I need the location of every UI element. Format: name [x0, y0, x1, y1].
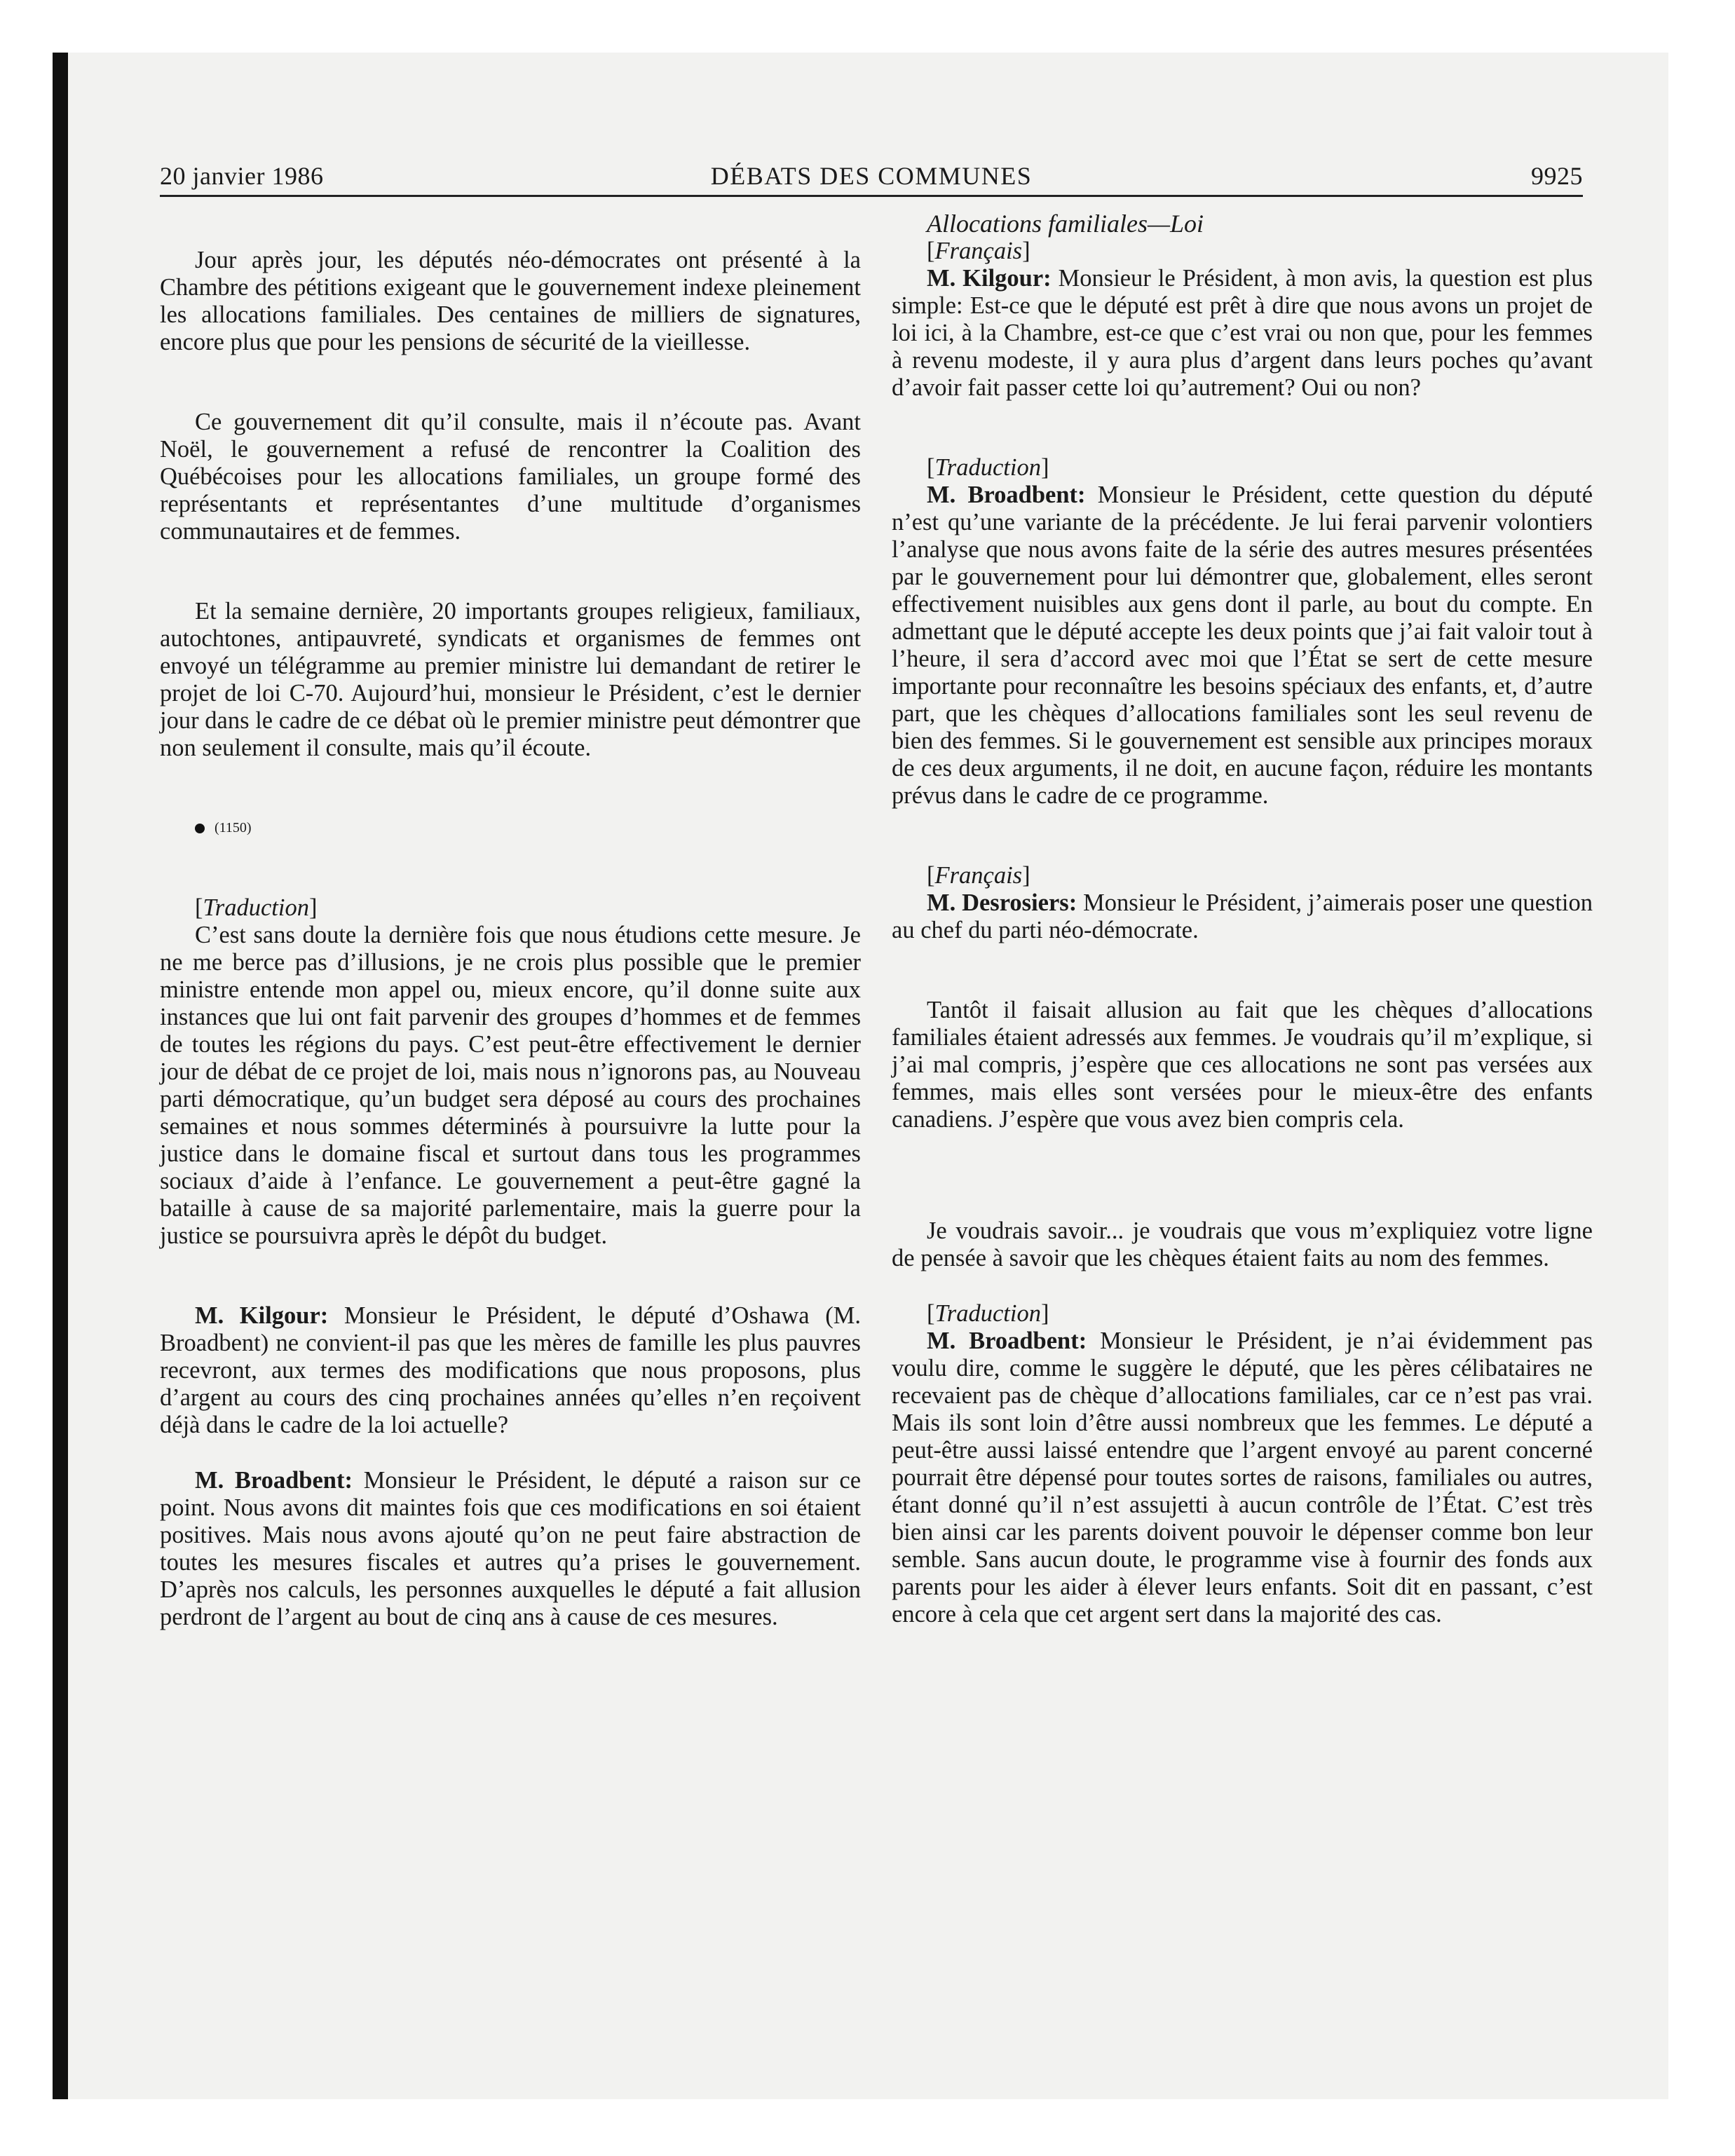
left-column — [160, 247, 861, 1631]
language-tag: [Traduction] — [927, 454, 1049, 481]
bullet-icon — [195, 824, 205, 833]
paragraph: C’est sans doute la dernière fois que nous étudions cette mesure. Je ne me berce pas d’illusions, je ne crois plus possible que le premier ministre entende mon appel ou, mieux encore, qu’il donne suite aux instances que lui ont fait parvenir des groupes d’hommes et de femmes de toutes les régions du pays. C’est peut-être effectivement le dernier jour de débat de ce projet de loi, mais nous n’ignorons pas, au Nouveau parti démocratique, qu’un budget sera déposé au cours des prochaines semaines et nous sommes déterminés à poursuivre la lutte pour la justice dans le domaine fiscal et surtout dans tous les programmes sociaux d’aide à l’enfance. Le gouvernement a peut-être gagné la bataille à cause de sa majorité parlementaire, mais la guerre pour la justice se poursuivra après le dépôt du budget. — [160, 922, 861, 1249]
language-tag: [Traduction] — [927, 1300, 1049, 1327]
speech-text: Monsieur le Président, cette question du député n’est qu’une variante de la précédente. Je lui ferai parvenir volontiers l’analyse que nous avons faite de la série des autres mesures présentées par le gouvernement pour lui démontrer que, globalement, elles seront effectivement nuisibles aux gens dont il parle, au bout du compte. En admettant que le député accepte les deux points que j’ai fait valoir tout à l’heure, il sera d’accord avec moi que l’État se sert de cette mesure importante pour reconnaître les besoins spéciaux des enfants, et, d’autre part, que les chèques d’allocations familiales sont les seul revenu de bien des femmes. Si le gouvernement est sensible aux principes moraux de ces deux arguments, il ne doit, en aucune façon, réduire les montants prévus dans le cadre de ce programme. — [892, 482, 1593, 809]
time-marker-text: (1150) — [215, 820, 252, 835]
time-marker — [160, 814, 861, 842]
running-head: Allocations familiales—Loi — [927, 210, 1204, 238]
language-tag-text: Français — [934, 238, 1023, 264]
right-column — [892, 210, 1593, 1628]
page-header — [160, 158, 1583, 197]
speech-text: Monsieur le Président, le député a raison sur ce point. Nous avons dit maintes fois que ces modifications en soi étaient positives. Mais nous avons ajouté qu’on ne peut faire abstraction de toutes les mesures fiscales et autres qu’a prises le gouvernement. D’après nos calculs, les personnes auxquelles le député a fait allusion perdront de l’argent au bout de cinq ans à cause de ces mesures. — [160, 1467, 862, 1630]
speaker-name: M. Broadbent: — [927, 1328, 1087, 1354]
speech-text: Monsieur le Président, le député d’Oshawa (M. Broadbent) ne convient-il pas que les mères de famille les plus pauvres recevront, aux termes des modifications que nous proposons, plus d’argent au cours des cinq prochaines années qu’elles n’en reçoivent déjà dans le cadre de la loi actuelle? — [160, 1302, 861, 1438]
paragraph: Ce gouvernement dit qu’il consulte, mais il n’écoute pas. Avant Noël, le gouvernement a refusé de rencontrer la Coalition des Québécoises pour les allocations familiales, un groupe formé des représentants et représentantes d’une multitude d’organismes communautaires et de femmes. — [160, 409, 861, 545]
speech — [892, 265, 1593, 402]
scan-edge-bar — [53, 53, 68, 2099]
speaker-name: M. Kilgour: — [927, 265, 1052, 292]
speaker-name: M. Broadbent: — [927, 482, 1086, 508]
speech — [160, 1302, 861, 1439]
language-tag: [Français] — [927, 238, 1030, 264]
header-page-number: 9925 — [1531, 162, 1583, 190]
speaker-name: M. Kilgour: — [195, 1302, 329, 1329]
language-tag: [Traduction] — [195, 894, 318, 921]
language-tag-text: Traduction — [203, 894, 309, 921]
language-tag-text: Traduction — [934, 454, 1041, 481]
speech — [892, 482, 1593, 810]
speaker-name: M. Desrosiers: — [927, 889, 1077, 916]
speech — [160, 1467, 861, 1631]
speech-text: Monsieur le Président, à mon avis, la question est plus simple: Est-ce que le député est prêt à dire que nous avons un projet de loi ici, à la Chambre, est-ce que c’est vrai ou non que, pour les femmes à revenu modeste, il y aura plus d’argent dans leurs poches qu’avant d’avoir fait passer cette loi qu’autrement? Oui ou non? — [892, 265, 1593, 401]
language-tag-text: Traduction — [934, 1300, 1041, 1327]
paragraph: Jour après jour, les députés néo-démocrates ont présenté à la Chambre des pétitions exigeant que le gouvernement indexe pleinement les allocations familiales. Des centaines de milliers de signatures, encore plus que pour les pensions de sécurité de la vieillesse. — [160, 247, 861, 355]
header-date: 20 janvier 1986 — [160, 162, 324, 190]
paragraph: Tantôt il faisait allusion au fait que les chèques d’allocations familiales étaient adressés aux femmes. Je voudrais qu’il m’explique, si j’ai mal compris, j’espère que ces allocations ne sont pas versées aux femmes, mais elles sont versées pour le mieux-être des enfants canadiens. J’espère que vous avez bien compris cela. — [892, 997, 1593, 1133]
speech-text: Monsieur le Président, j’aimerais poser une question au chef du parti néo-démocrate. — [892, 889, 1593, 943]
paragraph: Je voudrais savoir... je voudrais que vous m’expliquiez votre ligne de pensée à savoir que les chèques étaient faits au nom des femmes. — [892, 1217, 1593, 1271]
speech — [892, 889, 1593, 944]
speaker-name: M. Broadbent: — [195, 1467, 353, 1494]
header-title: DÉBATS DES COMMUNES — [710, 162, 1033, 190]
paragraph: Et la semaine dernière, 20 importants groupes religieux, familiaux, autochtones, antipauvreté, syndicats et organismes de femmes ont envoyé un télégramme au premier ministre lui demandant de retirer le projet de loi C-70. Aujourd’hui, monsieur le Président, c’est le dernier jour dans le cadre de ce débat où le premier ministre peut démontrer que non seulement il consulte, mais qu’il écoute. — [160, 598, 861, 761]
speech — [892, 1328, 1593, 1628]
language-tag: [Français] — [927, 862, 1030, 889]
language-tag-text: Français — [934, 862, 1023, 889]
speech-text: Monsieur le Président, je n’ai évidemment pas voulu dire, comme le suggère le député, que les pères célibataires ne recevaient pas de chèque d’allocations familiales, car ce n’est pas vrai. Mais ils sont loin d’être aussi nombreux que les femmes. Le député a peut-être aussi laissé entendre que l’argent envoyé au parent concerné pourrait être dépensé pour toutes sortes de raisons, familiales ou autres, étant donné qu’il n’est assujetti à aucun contrôle de l’État. C’est très bien ainsi car les parents doivent pouvoir le dépenser comme bon leur semble. Sans aucun doute, le programme vise à fournir des fonds aux parents pour les aider à élever leurs enfants. Soit dit en passant, c’est encore à cela que cet argent sert dans la majorité des cas. — [892, 1328, 1593, 1628]
